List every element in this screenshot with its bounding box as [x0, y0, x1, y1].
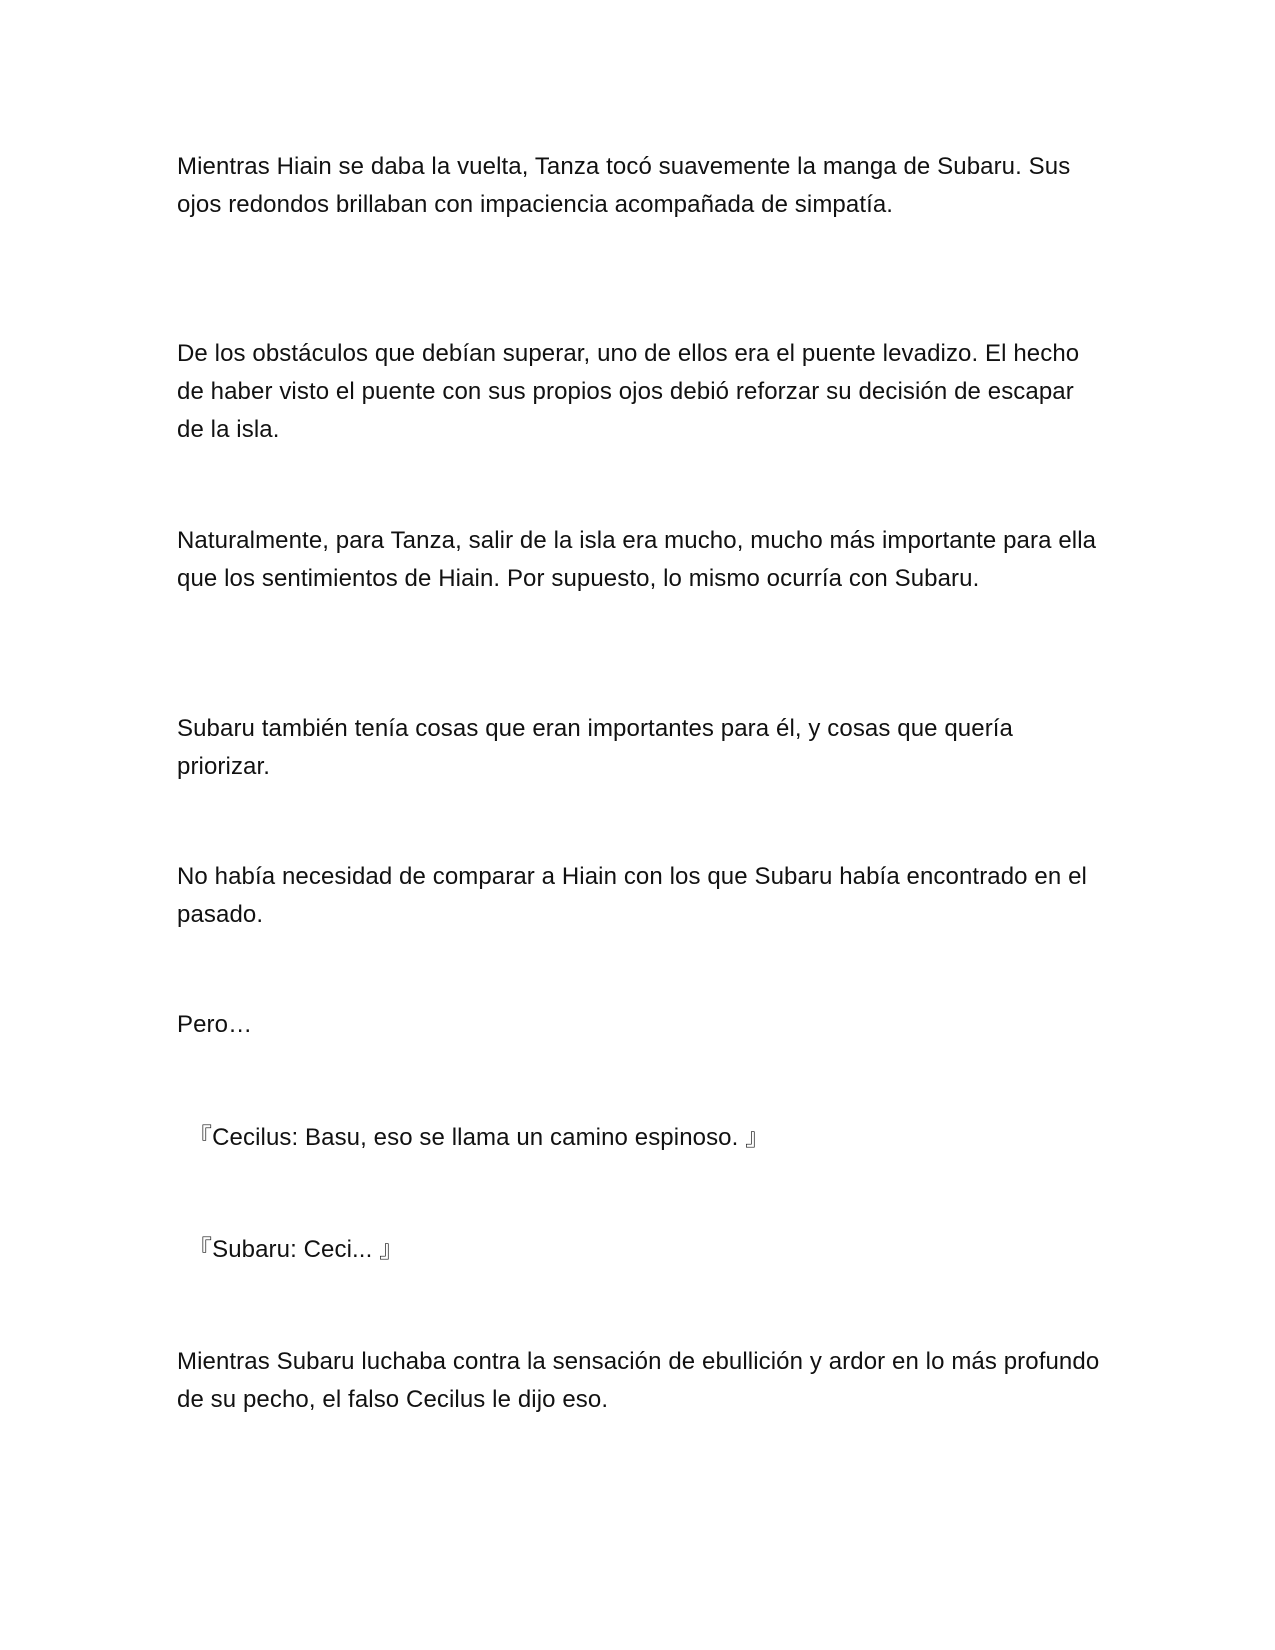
paragraph: No había necesidad de comparar a Hiain con los que Subaru había encontrado en el pasado. [177, 863, 1087, 928]
dialogue-line: 『Subaru: Ceci... 』 [188, 1236, 404, 1263]
dialogue-line: 『Cecilus: Basu, eso se llama un camino espinoso. 』 [188, 1124, 770, 1151]
paragraph: Naturalmente, para Tanza, salir de la isla era mucho, mucho más importante para ella que los sentimientos de Hiain. Por supuesto, lo mismo ocurría con Subaru. [177, 527, 1097, 592]
paragraph: Pero… [177, 1011, 253, 1038]
paragraph: Mientras Hiain se daba la vuelta, Tanza tocó suavemente la manga de Subaru. Sus ojos redondos brillaban con impaciencia acompañada de simpatía. [177, 153, 1071, 218]
paragraph: Subaru también tenía cosas que eran importantes para él, y cosas que quería priorizar. [177, 715, 1014, 780]
paragraph: De los obstáculos que debían superar, uno de ellos era el puente levadizo. El hecho de haber visto el puente con sus propios ojos debió reforzar su decisión de escapar de la isla. [177, 340, 1080, 443]
paragraph: Mientras Subaru luchaba contra la sensación de ebullición y ardor en lo más profundo de su pecho, el falso Cecilus le dijo eso. [177, 1348, 1100, 1413]
